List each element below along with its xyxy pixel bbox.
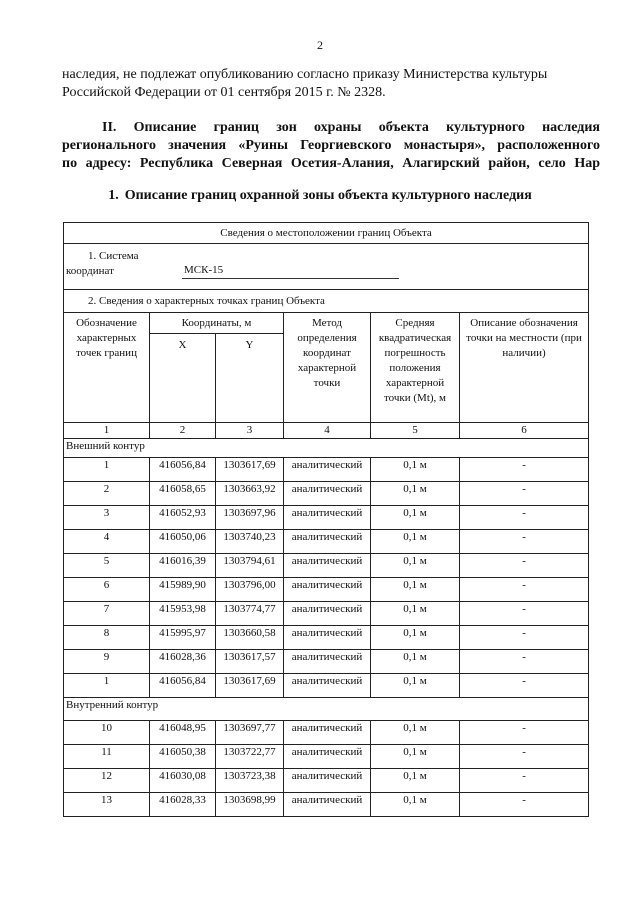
header-coordinates: Координаты, м xyxy=(150,313,284,334)
table-cell: 416052,93 xyxy=(150,506,216,530)
table-cell: аналитический xyxy=(284,554,371,578)
table-cell: 0,1 м xyxy=(371,674,460,698)
points-label-row xyxy=(64,290,589,313)
table-cell: 0,1 м xyxy=(371,506,460,530)
boundary-table xyxy=(63,222,589,817)
table-cell: 13 xyxy=(64,793,150,817)
table-cell: 1303697,96 xyxy=(216,506,284,530)
table-row xyxy=(64,769,589,793)
table-cell: 416028,33 xyxy=(150,793,216,817)
table-cell: 416056,84 xyxy=(150,674,216,698)
table-cell: 416048,95 xyxy=(150,721,216,745)
table-cell: 1303774,77 xyxy=(216,602,284,626)
table-cell: 1303794,61 xyxy=(216,554,284,578)
table-row xyxy=(64,506,589,530)
column-number: 6 xyxy=(460,423,589,439)
table-cell: 416056,84 xyxy=(150,458,216,482)
table-cell: 415995,97 xyxy=(150,626,216,650)
table-cell: 0,1 м xyxy=(371,745,460,769)
section-heading-line-1: II. Описание границ зон охраны объекта культурного наследия xyxy=(102,120,600,135)
intro-line-1: наследия, не подлежат опубликованию согласно приказу Министерства культуры xyxy=(62,67,548,82)
table-cell: аналитический xyxy=(284,578,371,602)
table-cell: - xyxy=(460,482,589,506)
table-cell: 1 xyxy=(64,674,150,698)
column-number: 3 xyxy=(216,423,284,439)
table-row xyxy=(64,554,589,578)
header-accuracy: Средняя квадратическая погрешность положения характерной точки (Mt), м xyxy=(371,313,460,423)
table-cell: 415989,90 xyxy=(150,578,216,602)
column-numbers-row xyxy=(64,423,589,439)
header-description: Описание обозначения точки на местности (при наличии) xyxy=(460,313,589,423)
coordinate-system-row xyxy=(64,244,589,290)
table-cell: 415953,98 xyxy=(150,602,216,626)
table-cell: 0,1 м xyxy=(371,626,460,650)
column-number: 1 xyxy=(64,423,150,439)
table-cell: 8 xyxy=(64,626,150,650)
table-cell: аналитический xyxy=(284,793,371,817)
subheading-text: Описание границ охранной зоны объекта культурного наследия xyxy=(124,188,532,203)
table-cell: аналитический xyxy=(284,745,371,769)
table-cell: 0,1 м xyxy=(371,530,460,554)
subheading-number: 1. xyxy=(108,188,119,203)
table-cell: аналитический xyxy=(284,674,371,698)
column-number: 2 xyxy=(150,423,216,439)
table-cell: 0,1 м xyxy=(371,650,460,674)
table-cell: 0,1 м xyxy=(371,578,460,602)
table-cell: - xyxy=(460,674,589,698)
table-cell: 0,1 м xyxy=(371,793,460,817)
table-cell: аналитический xyxy=(284,626,371,650)
table-row xyxy=(64,650,589,674)
table-cell: аналитический xyxy=(284,506,371,530)
table-cell: 0,1 м xyxy=(371,458,460,482)
table-title: Сведения о местоположении границ Объекта xyxy=(64,223,589,244)
table-cell: 0,1 м xyxy=(371,482,460,506)
outer-contour-row xyxy=(64,439,589,458)
table-cell: 4 xyxy=(64,530,150,554)
table-cell: 1303617,69 xyxy=(216,674,284,698)
table-cell: 1303660,58 xyxy=(216,626,284,650)
table-cell: 10 xyxy=(64,721,150,745)
table-cell: аналитический xyxy=(284,482,371,506)
table-cell: 5 xyxy=(64,554,150,578)
table-cell: - xyxy=(460,458,589,482)
table-cell: 3 xyxy=(64,506,150,530)
table-cell: - xyxy=(460,602,589,626)
table-cell: - xyxy=(460,506,589,530)
inner-contour-row xyxy=(64,698,589,721)
coordinate-system-label: 1. Система координат xyxy=(66,250,139,277)
points-label: 2. Сведения о характерных точках границ Объекта xyxy=(64,290,589,313)
table-cell: 1303698,99 xyxy=(216,793,284,817)
table-cell: аналитический xyxy=(284,458,371,482)
table-cell: - xyxy=(460,530,589,554)
table-row xyxy=(64,793,589,817)
table-cell: 11 xyxy=(64,745,150,769)
header-row xyxy=(64,313,589,334)
table-cell: - xyxy=(460,650,589,674)
table-cell: 416050,38 xyxy=(150,745,216,769)
table-cell: 1303722,77 xyxy=(216,745,284,769)
table-cell: аналитический xyxy=(284,530,371,554)
section-heading-line-2: регионального значения «Руины Георгиевского монастыря», расположенного xyxy=(62,138,600,153)
table-cell: - xyxy=(460,745,589,769)
table-cell: 1303663,92 xyxy=(216,482,284,506)
table-row xyxy=(64,482,589,506)
table-cell: 12 xyxy=(64,769,150,793)
header-point-designation: Обозначение характерных точек границ xyxy=(64,313,150,423)
table-cell: - xyxy=(460,793,589,817)
inner-contour-label: Внутренний контур xyxy=(64,698,589,721)
table-cell: 1303796,00 xyxy=(216,578,284,602)
table-row xyxy=(64,458,589,482)
header-method: Метод определения координат характерной точки xyxy=(284,313,371,423)
table-cell: 0,1 м xyxy=(371,721,460,745)
header-y: Y xyxy=(216,334,284,423)
table-cell: 416016,39 xyxy=(150,554,216,578)
table-title-row xyxy=(64,223,589,244)
table-cell: аналитический xyxy=(284,602,371,626)
subheading xyxy=(0,188,640,204)
column-number: 4 xyxy=(284,423,371,439)
table-cell: аналитический xyxy=(284,650,371,674)
table-cell: 0,1 м xyxy=(371,769,460,793)
table-cell: 416030,08 xyxy=(150,769,216,793)
table-row xyxy=(64,602,589,626)
table-cell: - xyxy=(460,769,589,793)
table-row xyxy=(64,578,589,602)
table-cell: - xyxy=(460,626,589,650)
table-cell: - xyxy=(460,721,589,745)
page-number: 2 xyxy=(317,38,323,52)
table-row xyxy=(64,674,589,698)
table-cell: 1303617,69 xyxy=(216,458,284,482)
table-cell: аналитический xyxy=(284,721,371,745)
table-cell: 6 xyxy=(64,578,150,602)
table-cell: 7 xyxy=(64,602,150,626)
header-x: X xyxy=(150,334,216,423)
table-cell: 1303697,77 xyxy=(216,721,284,745)
outer-contour-label: Внешний контур xyxy=(64,439,589,458)
table-row xyxy=(64,745,589,769)
column-number: 5 xyxy=(371,423,460,439)
table-cell: аналитический xyxy=(284,769,371,793)
table-cell: 0,1 м xyxy=(371,602,460,626)
table-cell: 1 xyxy=(64,458,150,482)
section-heading-line-3: по адресу: Республика Северная Осетия-Алания, Алагирский район, село Нар xyxy=(62,156,600,171)
intro-paragraph xyxy=(62,66,602,102)
table-row xyxy=(64,721,589,745)
section-heading xyxy=(62,119,600,173)
table-cell: - xyxy=(460,554,589,578)
table-cell: 1303723,38 xyxy=(216,769,284,793)
table-cell: 416058,65 xyxy=(150,482,216,506)
table-cell: 416028,36 xyxy=(150,650,216,674)
table-cell: 2 xyxy=(64,482,150,506)
table-cell: 1303740,23 xyxy=(216,530,284,554)
table-cell: 416050,06 xyxy=(150,530,216,554)
table-row xyxy=(64,530,589,554)
table-cell: 9 xyxy=(64,650,150,674)
intro-line-2: Российской Федерации от 01 сентября 2015 г. № 2328. xyxy=(62,85,386,100)
table-row xyxy=(64,626,589,650)
coordinate-system-value: МСК-15 xyxy=(182,263,399,279)
table-cell: 1303617,57 xyxy=(216,650,284,674)
table-cell: - xyxy=(460,578,589,602)
table-cell: 0,1 м xyxy=(371,554,460,578)
